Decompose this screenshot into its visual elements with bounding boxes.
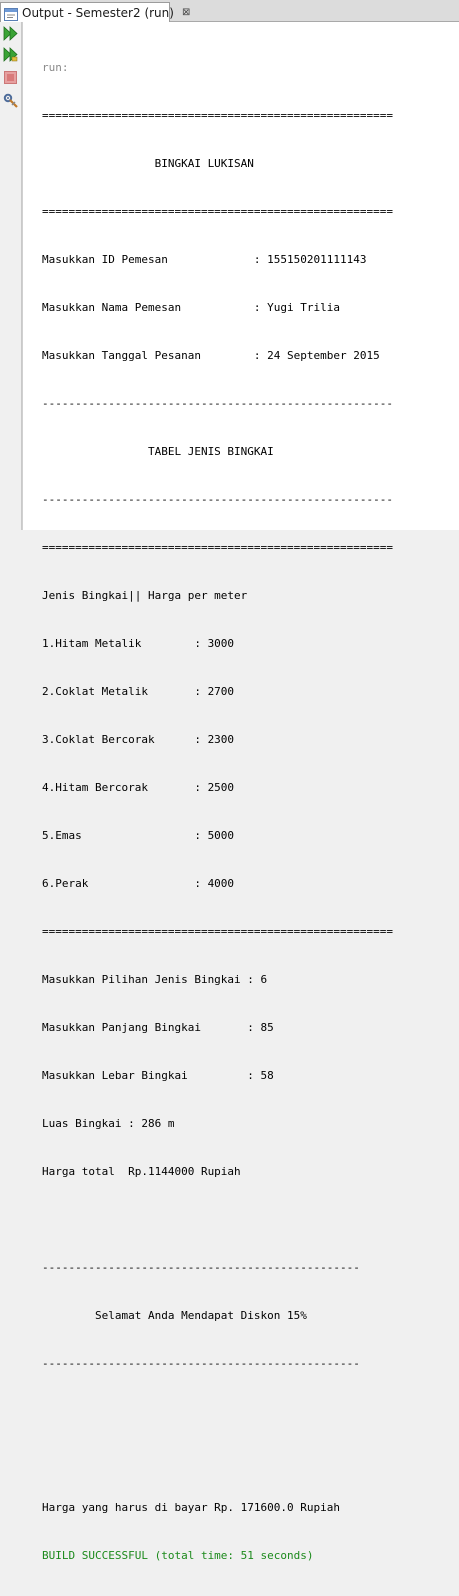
console-line: Jenis Bingkai|| Harga per meter	[42, 589, 248, 602]
console-line: 3.Coklat Bercorak : 2300	[42, 733, 235, 746]
console-line	[42, 1212, 393, 1228]
console-line: 5.Emas : 5000	[42, 829, 235, 842]
console-line: Masukkan Panjang Bingkai : 85	[42, 1021, 274, 1034]
console-line: Harga yang harus di bayar Rp. 171600.0 Rupiah	[42, 1501, 341, 1514]
console-line: 1.Hitam Metalik : 3000	[42, 637, 235, 650]
console-line: Masukkan Pilihan Jenis Bingkai : 6	[42, 973, 268, 986]
console-line	[42, 1404, 393, 1420]
console-line: 6.Perak : 4000	[42, 877, 235, 890]
run-label: run:	[42, 61, 69, 74]
console-line: Masukkan Nama Pemesan : Yugi Trilia	[42, 301, 341, 314]
tab-title: Output - Semester2 (run)	[22, 5, 174, 20]
output-tab-bar	[0, 0, 459, 22]
stop-icon[interactable]	[2, 69, 19, 86]
console-line: TABEL JENIS BINGKAI	[42, 445, 274, 458]
output-console[interactable]	[22, 22, 459, 1562]
console-line: 4.Hitam Bercorak : 2500	[42, 781, 235, 794]
console-line: =====================================================	[42, 925, 393, 938]
console-line: =====================================================	[42, 541, 393, 554]
console-line: Masukkan Tanggal Pesanan : 24 September 2015	[42, 349, 380, 362]
rerun-with-options-icon[interactable]	[2, 46, 19, 63]
console-text	[42, 28, 393, 1596]
console-line: Luas Bingkai : 286 m	[42, 1117, 175, 1130]
console-line: Masukkan ID Pemesan : 155150201111143	[42, 253, 367, 266]
output-toolbar	[0, 22, 22, 530]
build-status: BUILD SUCCESSFUL (total time: 51 seconds)	[42, 1549, 314, 1562]
console-line: -----------------------------------------------------	[42, 397, 393, 410]
console-line: 2.Coklat Metalik : 2700	[42, 685, 235, 698]
console-line: =====================================================	[42, 205, 393, 218]
console-line: Selamat Anda Mendapat Diskon 15%	[42, 1309, 307, 1322]
rerun-icon[interactable]	[2, 25, 19, 42]
console-line: Harga total Rp.1144000 Rupiah	[42, 1165, 241, 1178]
output-window-icon	[4, 6, 18, 19]
output-tab[interactable]	[0, 2, 191, 22]
console-line: Masukkan Lebar Bingkai : 58	[42, 1069, 274, 1082]
console-line: -----------------------------------------------------	[42, 493, 393, 506]
close-tab-icon[interactable]: ⊠	[181, 7, 191, 18]
console-line: ------------------------------------------------	[42, 1261, 360, 1274]
console-line: ------------------------------------------------	[42, 1357, 360, 1370]
console-line	[42, 1452, 393, 1468]
console-line: BINGKAI LUKISAN	[42, 157, 254, 170]
console-line: =====================================================	[42, 109, 393, 122]
settings-icon[interactable]	[2, 92, 19, 109]
